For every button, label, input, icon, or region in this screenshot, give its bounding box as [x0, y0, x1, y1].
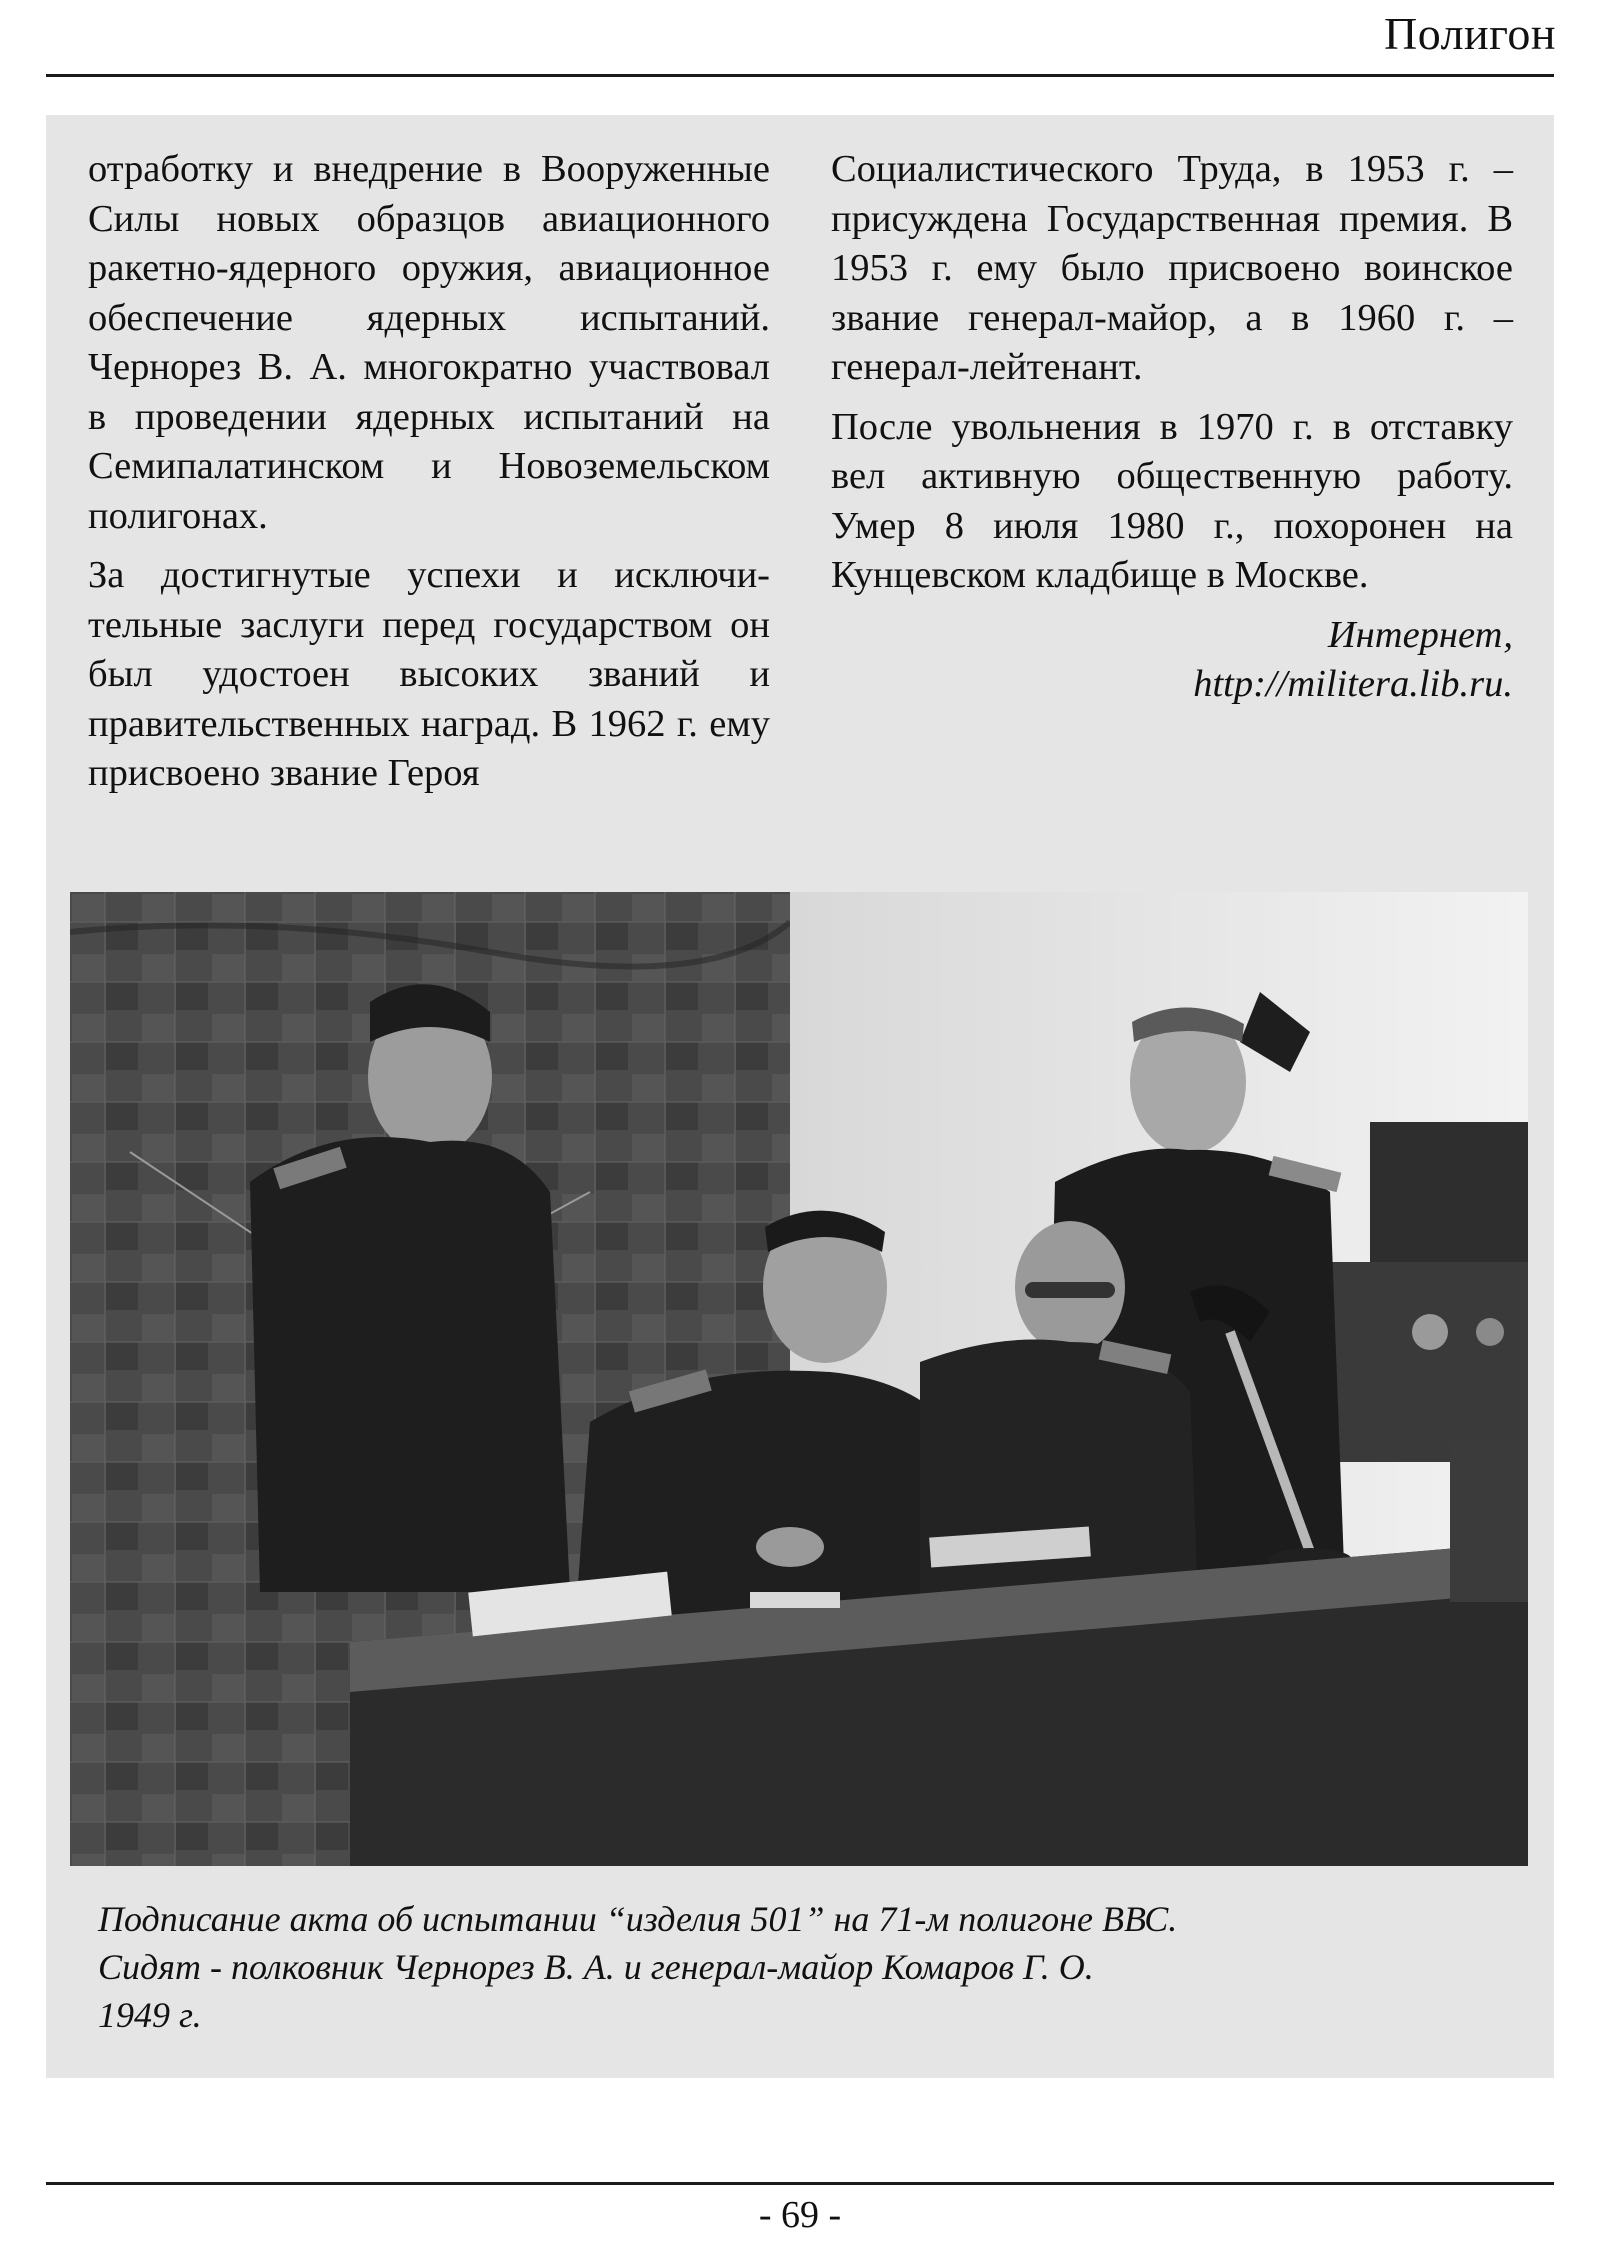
- header-divider: [46, 74, 1554, 77]
- running-header-title: Полигон: [1383, 8, 1556, 59]
- photo-caption: [98, 1895, 1498, 2039]
- photograph-icon: [70, 892, 1528, 1866]
- caption-line-3: 1949 г.: [98, 1995, 202, 2035]
- caption-line-2: Сидят - полковник Чернорез В. А. и генерал-майор Комаров Г. О.: [98, 1947, 1094, 1987]
- footer-divider: [46, 2182, 1554, 2185]
- right-text-column: [831, 145, 1513, 720]
- source-label: Интернет,: [1327, 613, 1513, 656]
- right-paragraph-2: После увольнения в 1970 г. в отставку вел активную общественную работу. Умер 8 июля 1980 г., похоронен на Кунцевском кладбище в Москве.: [831, 405, 1513, 596]
- page-number: - 69 -: [758, 2194, 842, 2236]
- left-text-column: [88, 145, 770, 809]
- left-paragraph-1: отработку и внедрение в Вооруженные Силы новых образцов авиационного ракетно-ядерного оружия, авиационное обеспечение ядерных испытаний. Чернорез В. А. многократно участвовал в проведении ядерных испытаний на Семипалатинском и Новоземельском полигонах.: [88, 148, 770, 537]
- source-url: http://militera.lib.ru.: [1193, 663, 1513, 705]
- article-panel: [46, 115, 1554, 2078]
- source-credit: [831, 611, 1513, 710]
- left-paragraph-2: За достигнутые успехи и исключительные заслуги перед государством он был удостоен высоких званий и правительственных наград. В 1962 г. ему присвоено звание Героя: [88, 554, 770, 794]
- right-paragraph-1: Социалистического Труда, в 1953 г. – присуждена Государственная премия. В 1953 г. ему было присвоено воинское звание генерал-майор, а в 1960 г. – генерал-лейтенант.: [831, 148, 1513, 388]
- historical-photograph: [70, 892, 1528, 1866]
- caption-line-1: Подписание акта об испытании “изделия 501” на 71-м полигоне ВВС.: [98, 1899, 1178, 1939]
